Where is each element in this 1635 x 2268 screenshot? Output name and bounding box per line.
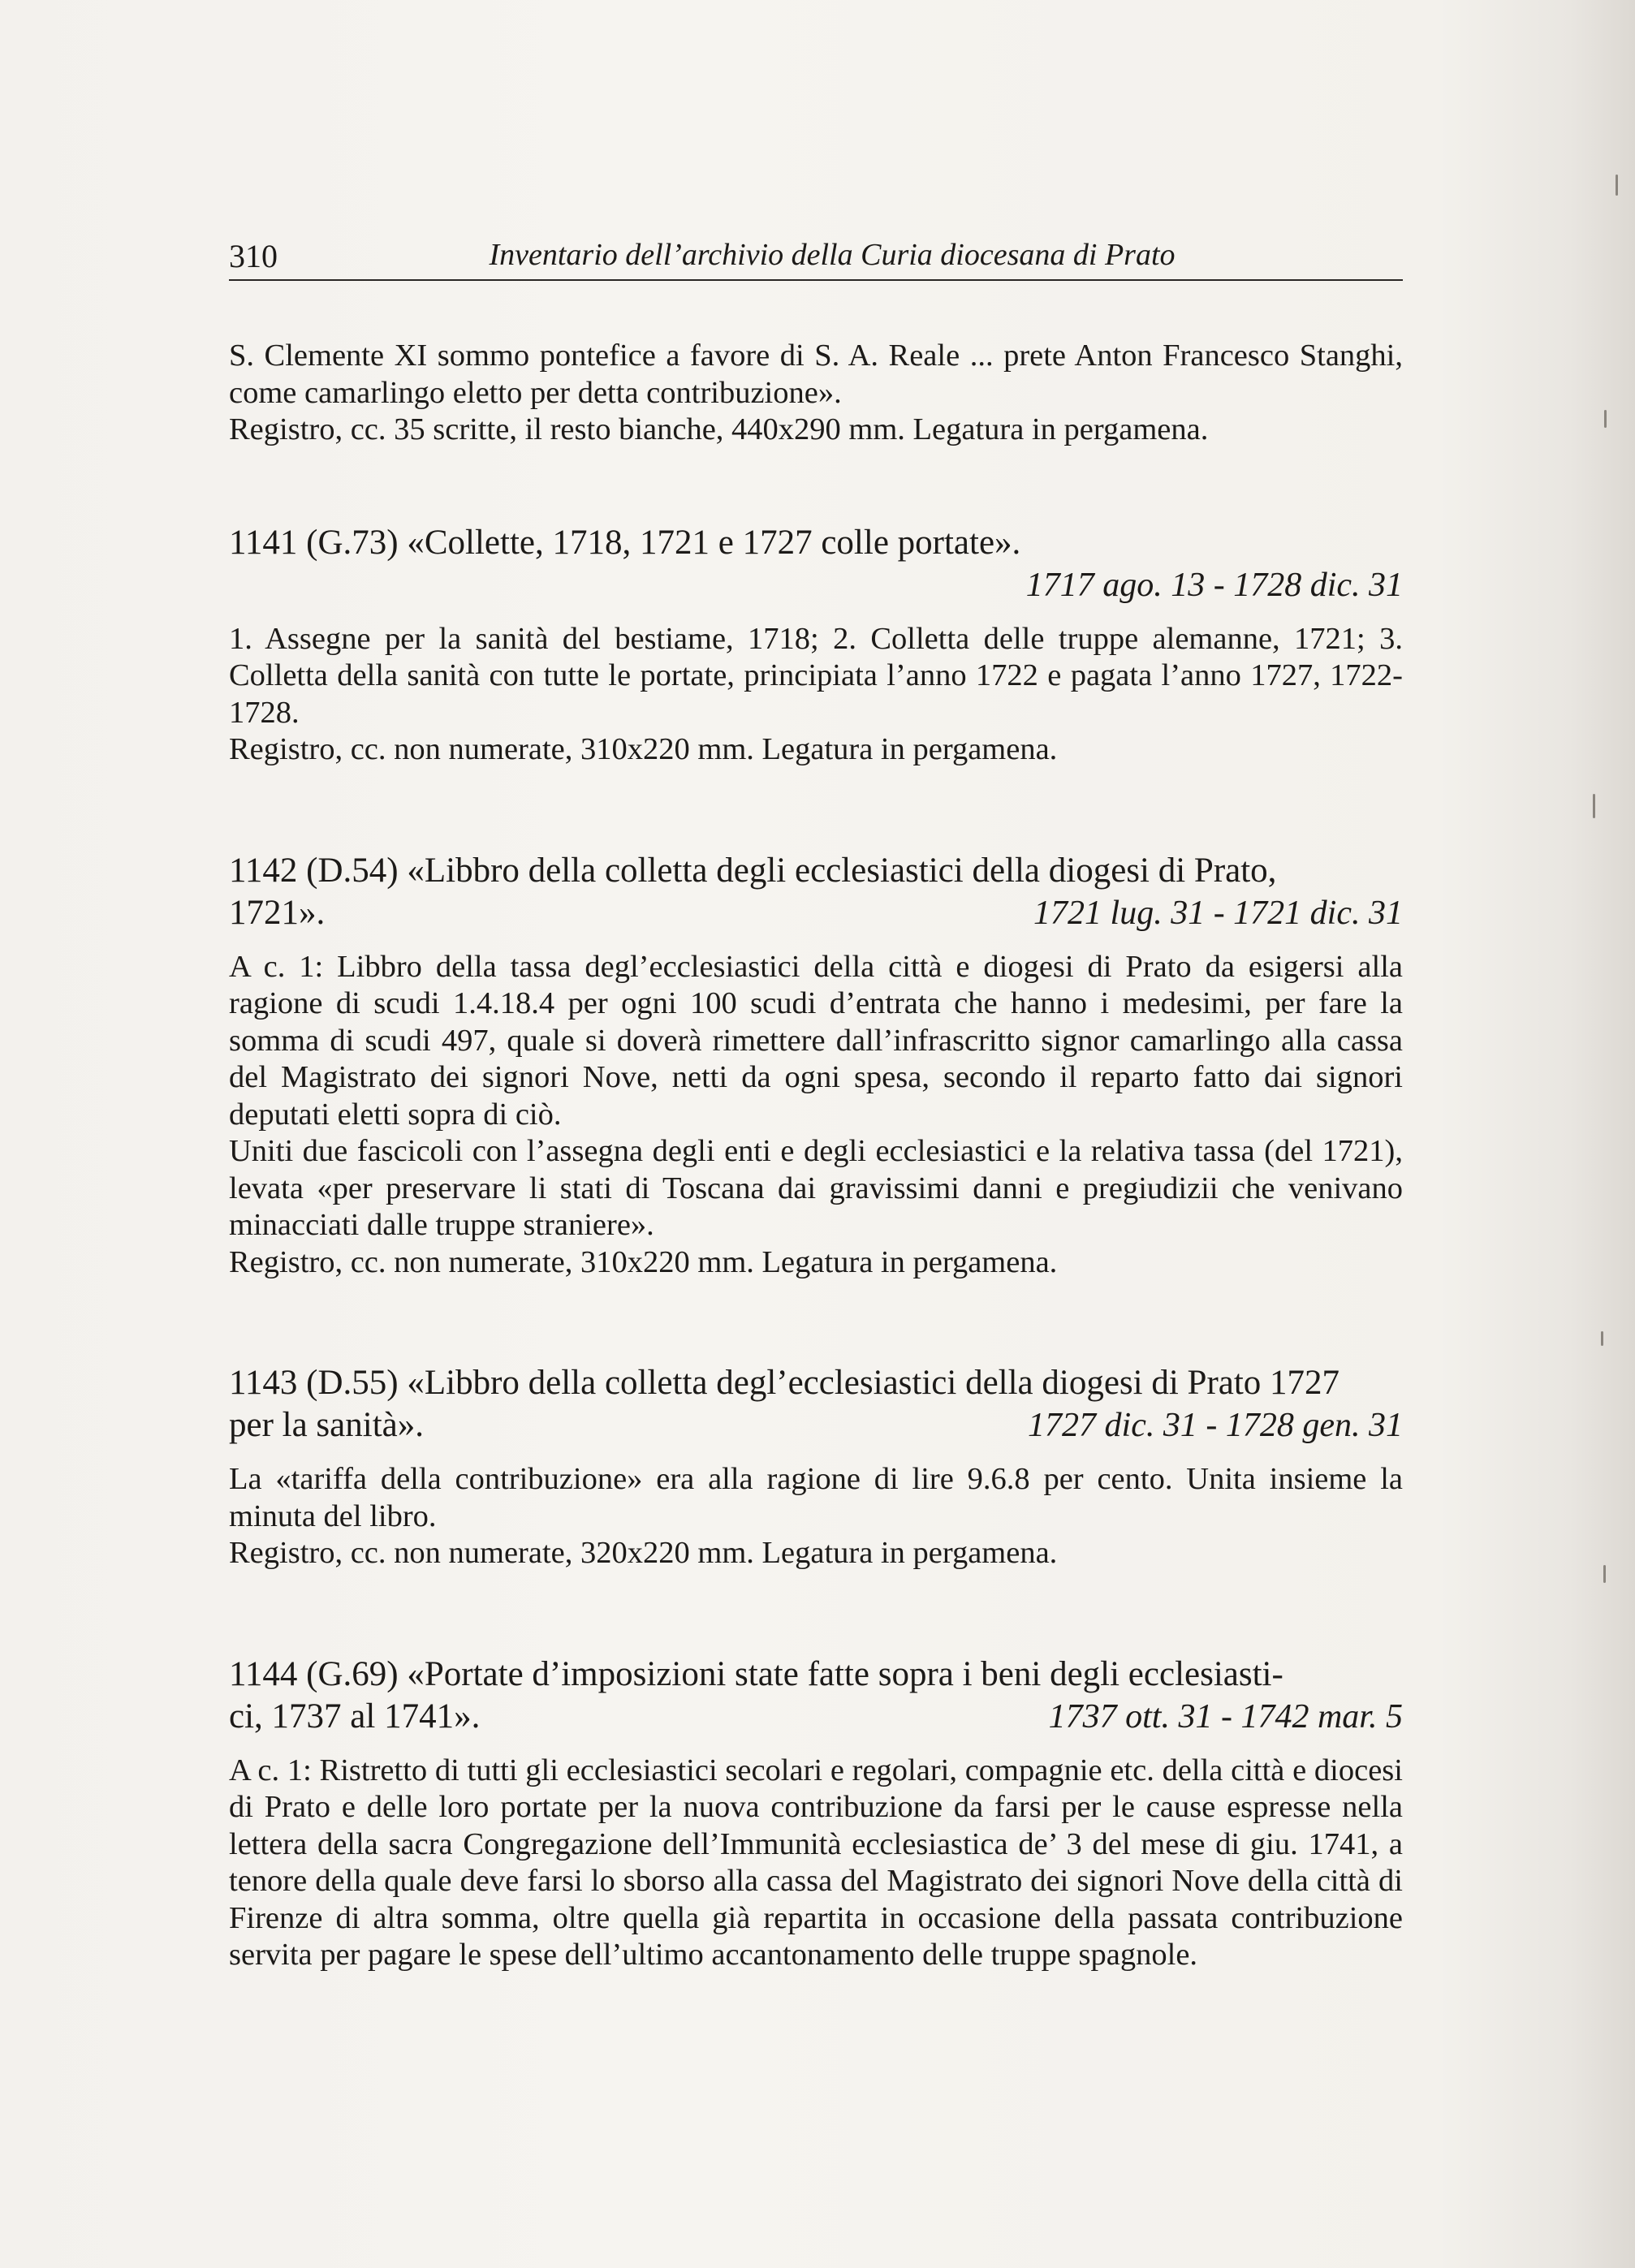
edge-mark — [1593, 794, 1595, 818]
edge-mark — [1604, 410, 1607, 428]
entry-date: 1737 ott. 31 - 1742 mar. 5 — [1048, 1697, 1403, 1735]
entry-title-tail: per la sanità». — [229, 1406, 424, 1444]
continuation-text: S. Clemente XI sommo pontefice a favore di S. A. Reale ... prete Anton Francesco Stanghi, come camarlingo eletto per detta contribuzione». — [229, 338, 1403, 410]
entry-title: «Collette, 1718, 1721 e 1727 colle portate». — [407, 523, 1021, 562]
entry-1144 — [229, 1654, 1403, 1974]
entry-title-tail: ci, 1737 al 1741». — [229, 1697, 481, 1735]
entry-number: 1143 (D.55) — [229, 1364, 399, 1402]
page-content — [229, 338, 1403, 1974]
continuation-physical: Registro, cc. 35 scritte, il resto bianche, 440x290 mm. Legatura in pergamena. — [229, 412, 1209, 446]
entry-1142 — [229, 850, 1403, 1282]
entry-date: 1727 dic. 31 - 1728 gen. 31 — [1028, 1407, 1403, 1444]
continuation-block — [229, 338, 1403, 449]
entry-physical: Registro, cc. non numerate, 310x220 mm. Legatura in pergamena. — [229, 1244, 1058, 1279]
edge-mark — [1601, 1331, 1603, 1346]
entry-number: 1144 (G.69) — [229, 1654, 399, 1693]
entry-description: A c. 1: Ristretto di tutti gli ecclesiastici secolari e regolari, compagnie etc. della città e diocesi di Prato e delle loro portate per la nuova contribuzione da farsi per le cause espresse nella lettera della sacra Congregazione dell’Immunità ecclesiastica de’ 3 del mese di giu. 1741, a tenore della quale deve farsi lo sborso alla cassa del Magistrato dei signori Nove della città di Firenze di altra somma, oltre quella già repartita in occasione della passata contribuzione servita per pagare le spese dell’ultimo accantonamento delle truppe spagnole. — [229, 1753, 1403, 1972]
page-header — [229, 234, 1403, 281]
entry-description-2: Uniti due fascicoli con l’assegna degli enti e degli ecclesiastici e la relativa tassa (del 1721), levata «per preservare li stati di Toscana dai gravissimi danni e pregiudizii che venivano minacciati dalle truppe straniere». — [229, 1134, 1403, 1242]
entry-description: A c. 1: Libbro della tassa degl’ecclesiastici della città e diogesi di Prato da esigersi alla ragione di scudi 1.4.18.4 per ogni 100 scudi d’entrata che hanno i medesimi, per fare la somma di scudi 497, quale si doverà rimettere dall’infrascritto signor camarlingo alla cassa del Magistrato dei signori Nove, netti da ogni spesa, secondo il reparto fatto dai signori deputati eletti sopra di ciò. — [229, 949, 1403, 1132]
entry-1143 — [229, 1362, 1403, 1572]
entry-description: 1. Assegne per la sanità del bestiame, 1718; 2. Colletta delle truppe alemanne, 1721; 3. Colletta della sanità con tutte le portate, principiata l’anno 1722 e pagata l’anno 1727, 1722-1728. — [229, 621, 1403, 730]
entry-date: 1721 lug. 31 - 1721 dic. 31 — [1033, 894, 1403, 932]
edge-mark — [1603, 1565, 1606, 1583]
entry-physical: Registro, cc. non numerate, 310x220 mm. Legatura in pergamena. — [229, 732, 1058, 766]
entry-date: 1717 ago. 13 - 1728 dic. 31 — [1025, 566, 1403, 604]
entry-title: «Libbro della colletta degli ecclesiastici della diogesi di Prato, — [407, 851, 1277, 890]
running-title: Inventario dell’archivio della Curia diocesana di Prato — [489, 238, 1176, 272]
entry-title: «Portate d’imposizioni state fatte sopra i beni degli ecclesiasti- — [407, 1654, 1283, 1693]
entry-title: «Libbro della colletta degl’ecclesiastici della diogesi di Prato 1727 — [407, 1364, 1340, 1402]
entry-description: La «tariffa della contribuzione» era alla ragione di lire 9.6.8 per cento. Unita insieme la minuta del libro. — [229, 1462, 1403, 1533]
edge-mark — [1616, 175, 1618, 196]
entry-number: 1141 (G.73) — [229, 523, 399, 562]
entry-number: 1142 (D.54) — [229, 851, 399, 890]
entry-1141 — [229, 522, 1403, 769]
page-number: 310 — [229, 238, 278, 274]
entry-physical: Registro, cc. non numerate, 320x220 mm. Legatura in pergamena. — [229, 1536, 1058, 1570]
entry-title-tail: 1721». — [229, 893, 326, 932]
